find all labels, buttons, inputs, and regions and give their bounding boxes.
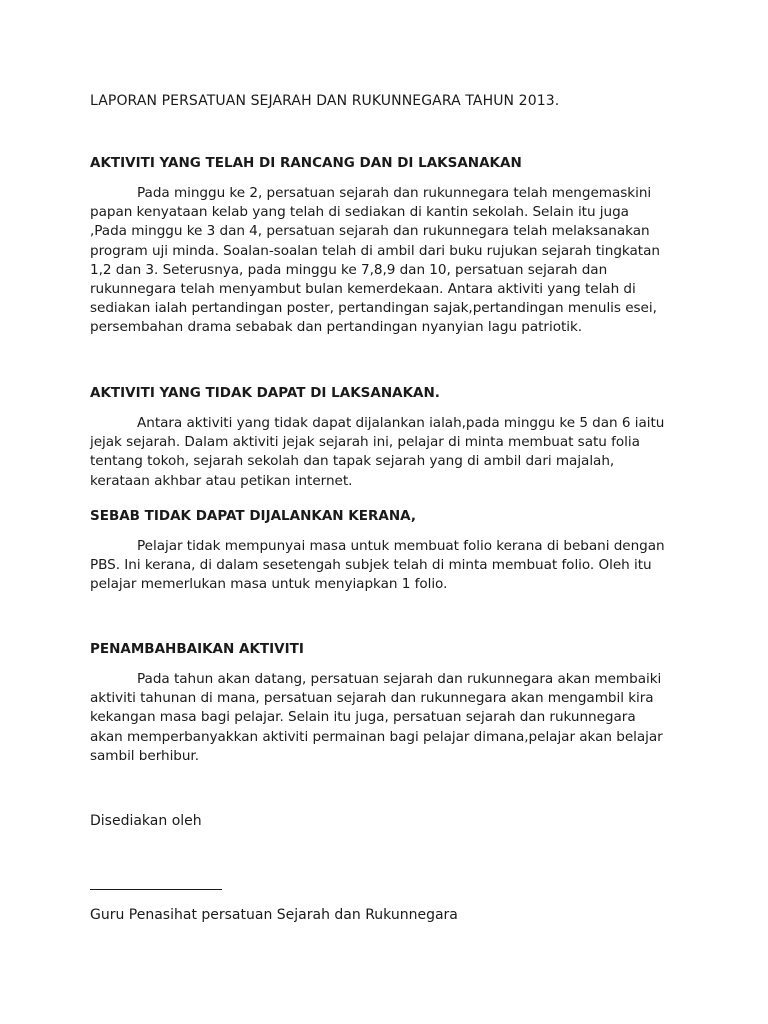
paragraph-line: tentang tokoh, sejarah sekolah dan tapak sejarah yang di ambil dari majalah,: [90, 453, 615, 470]
paragraph-line: PBS. Ini kerana, di dalam sesetengah subjek telah di minta membuat folio. Oleh itu: [90, 557, 652, 574]
section-heading-reasons: SEBAB TIDAK DAPAT DIJALANKAN KERANA,: [90, 508, 416, 524]
signatory-title: Guru Penasihat persatuan Sejarah dan Rukunnegara: [90, 907, 458, 923]
paragraph-line: sambil berhibur.: [90, 747, 199, 764]
section-heading-not-implemented: AKTIVITI YANG TIDAK DAPAT DI LAKSANAKAN.: [90, 385, 440, 401]
section-heading-planned-activities: AKTIVITI YANG TELAH DI RANCANG DAN DI LAKSANAKAN: [90, 155, 522, 171]
section-heading-improvements: PENAMBAHBAIKAN AKTIVITI: [90, 641, 304, 657]
signature-line: [90, 889, 222, 890]
paragraph-line: ,Pada minggu ke 3 dan 4, persatuan sejarah dan rukunnegara telah melaksanakan: [90, 223, 650, 240]
paragraph-line: Antara aktiviti yang tidak dapat dijalankan ialah,pada minggu ke 5 dan 6 iaitu: [137, 415, 665, 431]
paragraph-line: Pada minggu ke 2, persatuan sejarah dan rukunnegara telah mengemaskini: [137, 185, 652, 201]
paragraph-line: rukunnegara telah menyambut bulan kemerdekaan. Antara aktiviti yang telah di: [90, 281, 636, 298]
paragraph-line: jejak sejarah. Dalam aktiviti jejak sejarah ini, pelajar di minta membuat satu folia: [90, 434, 640, 451]
paragraph-line: program uji minda. Soalan-soalan telah di ambil dari buku rujukan sejarah tingkatan: [90, 242, 660, 259]
paragraph-line: kekangan masa bagi pelajar. Selain itu juga, persatuan sejarah dan rukunnegara: [90, 709, 636, 726]
paragraph-line: sediakan ialah pertandingan poster, pertandingan sajak,pertandingan menulis esei,: [90, 300, 657, 317]
report-title: LAPORAN PERSATUAN SEJARAH DAN RUKUNNEGARA TAHUN 2013.: [90, 93, 560, 109]
paragraph-line: papan kenyataan kelab yang telah di sediakan di kantin sekolah. Selain itu juga: [90, 204, 629, 221]
paragraph-line: persembahan drama sebabak dan pertandingan nyanyian lagu patriotik.: [90, 319, 583, 336]
prepared-by-label: Disediakan oleh: [90, 813, 202, 829]
paragraph-line: aktiviti tahunan di mana, persatuan sejarah dan rukunnegara akan mengambil kira: [90, 690, 654, 707]
section-paragraph-planned-activities: [90, 184, 690, 338]
section-paragraph-improvements: [90, 670, 690, 766]
paragraph-line: akan memperbanyakkan aktiviti permainan bagi pelajar dimana,pelajar akan belajar: [90, 728, 663, 745]
paragraph-line: 1,2 dan 3. Seterusnya, pada minggu ke 7,8,9 dan 10, persatuan sejarah dan: [90, 261, 608, 278]
section-paragraph-not-implemented: [90, 414, 690, 491]
paragraph-line: Pelajar tidak mempunyai masa untuk membuat folio kerana di bebani dengan: [137, 538, 665, 554]
paragraph-line: kerataan akhbar atau petikan internet.: [90, 472, 353, 489]
paragraph-line: Pada tahun akan datang, persatuan sejarah dan rukunnegara akan membaiki: [137, 671, 662, 687]
section-paragraph-reasons: [90, 537, 690, 595]
paragraph-line: pelajar memerlukan masa untuk menyiapkan 1 folio.: [90, 576, 448, 593]
